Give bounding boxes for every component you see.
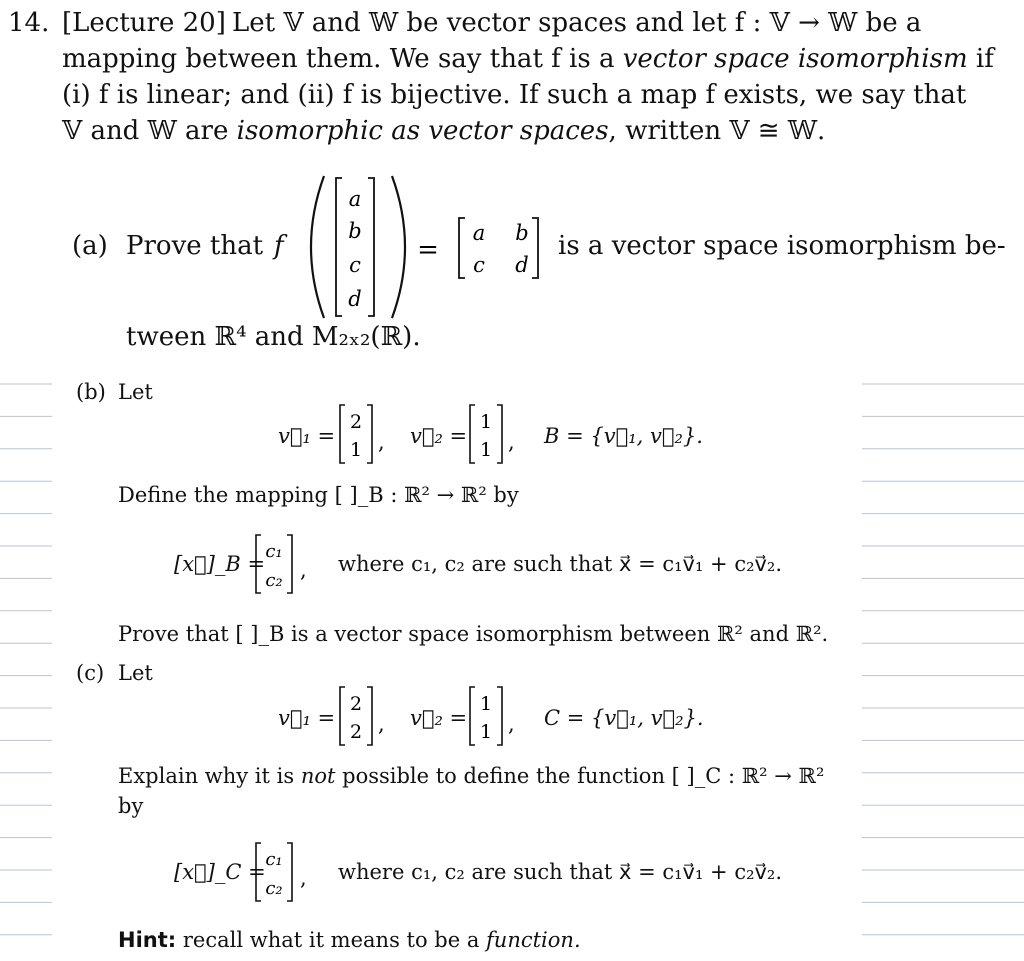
- problem-number: 14.: [8, 8, 50, 38]
- intro-line-3: (i) f is linear; and (ii) f is bijective. If such a map f exists, we say that: [62, 80, 967, 110]
- part-b-coord-lhs: [x⃗]_B =: [174, 552, 266, 576]
- part-c-v2-name: v⃗₂ =: [410, 706, 468, 730]
- matrix-right-bracket: [532, 218, 538, 278]
- part-b-coord-vector: [252, 532, 296, 596]
- part-c-v2-entry-2: 1: [479, 721, 493, 743]
- part-c-coord-vector: [252, 840, 296, 904]
- part-c-coord-entry-1: c₁: [265, 849, 283, 870]
- intro-line-2: mapping between them. We say that f is a vector space isomorphism if: [62, 44, 994, 74]
- part-b-where: where c₁, c₂ are such that x⃗ = c₁v⃗₁ + c₂v⃗₂.: [338, 552, 783, 576]
- part-c-coord-entry-2: c₂: [265, 878, 283, 899]
- part-b-prove: Prove that [ ]_B is a vector space isomorphism between ℝ² and ℝ².: [118, 622, 829, 646]
- hint: Hint: recall what it means to be a function.: [118, 928, 581, 952]
- part-c-let: Let: [118, 661, 153, 685]
- part-c-not: not: [300, 764, 336, 788]
- matrix-entry-d: d: [515, 253, 529, 277]
- part-c-v2-entry-1: 1: [479, 693, 493, 715]
- part-c-v1-vector: [336, 684, 376, 748]
- part-c-where: where c₁, c₂ are such that x⃗ = c₁v⃗₁ + c₂v⃗₂.: [338, 860, 783, 884]
- vector-entry-a: a: [348, 187, 362, 211]
- part-a-text-after: is a vector space isomorphism be-: [558, 231, 1006, 261]
- part-c-explain: Explain why it is not possible to define the function [ ]_C : ℝ² → ℝ²: [118, 764, 825, 788]
- vector-entry-d: d: [348, 287, 362, 311]
- vector-left-bracket: [336, 178, 342, 316]
- matrix-entry-a: a: [472, 221, 486, 245]
- part-b-coord-entry-2: c₂: [265, 570, 283, 591]
- matrix-entry-b: b: [515, 221, 529, 245]
- part-b-v1-entry-1: 2: [349, 411, 363, 433]
- part-c-coord-lhs: [x⃗]_C =: [174, 860, 266, 884]
- vector-right-bracket: [368, 178, 374, 316]
- part-b-define: Define the mapping [ ]_B : ℝ² → ℝ² by: [118, 483, 519, 507]
- right-paren: [392, 176, 405, 318]
- hint-label: Hint:: [118, 928, 177, 952]
- intro-line-4: 𝕍 and 𝕎 are isomorphic as vector spaces, written 𝕍 ≅ 𝕎.: [62, 116, 826, 146]
- part-b-v1-name: v⃗₁ =: [278, 424, 336, 448]
- term-isomorphic: isomorphic as vector spaces: [236, 116, 609, 146]
- part-a-prove-that: Prove that: [126, 231, 264, 261]
- part-c-by: by: [118, 794, 144, 818]
- part-c-v2-vector: [466, 684, 506, 748]
- vector-entry-b: b: [348, 219, 362, 243]
- part-c-label: (c): [76, 661, 105, 685]
- part-c-basis: C = {v⃗₁, v⃗₂}.: [544, 706, 704, 730]
- part-b-v2-entry-2: 1: [479, 439, 493, 461]
- part-a-label: (a): [72, 231, 108, 261]
- part-b-label: (b): [76, 380, 106, 404]
- vector-entry-c: c: [349, 253, 361, 277]
- part-a-equals: =: [417, 235, 439, 265]
- part-c-v1-entry-2: 2: [349, 721, 363, 743]
- part-b-v2-entry-1: 1: [479, 411, 493, 433]
- part-c-v1-entry-1: 2: [349, 693, 363, 715]
- left-paren: [311, 176, 324, 318]
- matrix-entry-c: c: [473, 253, 485, 277]
- part-a-function-f: f: [274, 231, 284, 261]
- part-b-basis: B = {v⃗₁, v⃗₂}.: [544, 424, 703, 448]
- hint-term: function.: [486, 928, 581, 952]
- part-b-v2-name: v⃗₂ =: [410, 424, 468, 448]
- part-b-let: Let: [118, 380, 153, 404]
- part-c-v1-name: v⃗₁ =: [278, 706, 336, 730]
- part-b-coord-entry-1: c₁: [265, 541, 283, 562]
- part-b-v1-entry-2: 1: [349, 439, 363, 461]
- term-vector-space-isomorphism: vector space isomorphism: [622, 44, 968, 74]
- problem-source: [Lecture 20]: [62, 8, 226, 38]
- part-a-formula: [296, 168, 558, 326]
- intro-line-1: Let 𝕍 and 𝕎 be vector spaces and let f : 𝕍 → 𝕎 be a: [232, 8, 922, 38]
- part-a-text-continued: tween ℝ⁴ and M₂ₓ₂(ℝ).: [126, 322, 421, 352]
- part-b-v1-vector: [336, 402, 376, 466]
- part-b-v2-vector: [466, 402, 506, 466]
- matrix-left-bracket: [459, 218, 465, 278]
